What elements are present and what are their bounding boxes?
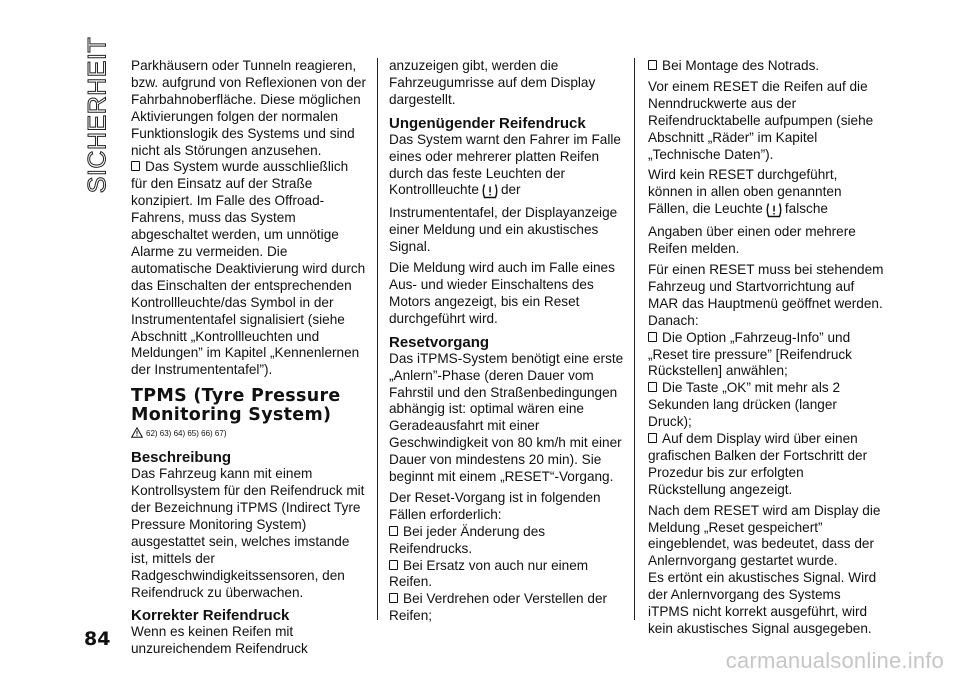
- subheading-reset: Resetvorgang: [389, 333, 490, 351]
- paragraph: Die Meldung wird auch im Falle eines Aus- und wieder Einschaltens des Motors angezeigt, bis ein Reset durchgeführt wird.: [389, 260, 615, 326]
- paragraph-text: der Instrumententafel, der Displayanzeige einer Meldung und ein akustisches Signal.: [389, 182, 618, 255]
- paragraph-text: Wird kein RESET durchgeführt, können in allen oben genannten Fällen, die Leuchte: [648, 167, 842, 217]
- paragraph-text: falsche Angaben über einen oder mehrere Reifen melden.: [648, 201, 856, 257]
- paragraph: Parkhäusern oder Tunneln reagieren, bzw. aufgrund von Reflexionen von der Fahrbahnoberfläche. Diese möglichen Aktivierungen folgen der normalen Funktionslogik des Systems und sind nicht als Störungen anzusehen.: [131, 58, 367, 158]
- section-title: TPMS (Tyre Pressure Monitoring System): [131, 386, 341, 426]
- references-text: 62) 63) 64) 65) 66) 67): [146, 429, 227, 439]
- column-2: [389, 58, 625, 625]
- paragraph: Für einen RESET muss bei stehendem Fahrzeug und Startvorrichtung auf MAR das Hauptmenü geöffnet werden. Danach:: [648, 261, 884, 328]
- paragraph: Nach dem RESET wird am Display die Meldung „Reset gespeichert” eingeblendet, was bedeutet, dass der Anlernvorgang gestartet wurde.: [648, 502, 881, 569]
- column-3: [648, 58, 884, 638]
- paragraph-with-icon: [389, 132, 625, 256]
- paragraph: Vor einem RESET die Reifen auf die Nenndruckwerte aus der Reifendrucktabelle aufpumpen (siehe Abschnitt „Räder” im Kapitel „Technische Daten”).: [648, 78, 874, 162]
- warning-references: [131, 427, 367, 443]
- page-number: 84: [84, 628, 111, 650]
- bullet-item: Bei Verdrehen oder Verstellen der Reifen;: [389, 591, 625, 625]
- subheading-description: Beschreibung: [131, 449, 232, 467]
- tire-pressure-warning-icon: [481, 182, 499, 205]
- column-1: [131, 58, 367, 658]
- subheading-low-pressure: Ungenügender Reifendruck: [389, 114, 586, 132]
- paragraph: Der Reset-Vorgang ist in folgenden Fällen erforderlich:: [389, 489, 601, 522]
- tire-pressure-warning-icon: [765, 201, 783, 224]
- watermark: carmanualsonline.info: [725, 648, 944, 673]
- section-tab: [78, 36, 118, 194]
- paragraph-text: Das System warnt den Fahrer im Falle eines oder mehrerer platten Reifen durch das feste Leuchten der Kontrollleuchte: [389, 131, 621, 198]
- paragraph: Das iTPMS-System benötigt eine erste „Anlern”-Phase (deren Dauer vom Fahrstil und den Straßenbedingungen abhängig ist: optimal wären eine Geradeausfahrt mit einer Geschwindigkeit von 80 km/h mit einer Dauer von mindestens 20 min). Sie beginnt mit einem „RESET“-Vorgang.: [389, 350, 624, 485]
- subheading-correct-pressure: Korrekter Reifendruck: [131, 607, 290, 625]
- paragraph: Wenn es keinen Reifen mit unzureichendem Reifendruck: [131, 624, 308, 657]
- paragraph: Das Fahrzeug kann mit einem Kontrollsystem für den Reifendruck mit der Bezeichnung iTPMS (Indirect Tyre Pressure Monitoring System) ausgestattet sein, welches imstande ist, mittels der Radgeschwindigkeitssensoren, den Reifendruck zu überwachen.: [131, 466, 365, 600]
- bullet-item: Bei Montage des Notrads.: [648, 58, 884, 75]
- bullet-item: Auf dem Display wird über einen grafischen Balken der Fortschritt der Prozedur bis zur erfolgten Rückstellung angezeigt.: [648, 431, 884, 499]
- bullet-item: Bei jeder Änderung des Reifendrucks.: [389, 524, 625, 558]
- paragraph: Es ertönt ein akustisches Signal. Wird der Anlernvorgang des Systems iTPMS nicht korrekt ausgeführt, wird kein akustisches Signal ausgegeben.: [648, 570, 877, 636]
- bullet-item: Das System wurde ausschließlich für den Einsatz auf der Straße konzipiert. Im Falle des Offroad-Fahrens, muss das System abgeschaltet werden, um unnötige Alarme zu vermeiden. Die automatische Deaktivierung wird durch das Einschalten der entsprechenden Kontrollleuchte/das Symbol in der Instrumententafel signalisiert (siehe Abschnitt „Kontrollleuchten und Meldungen” im Kapitel „Kennenlernen der Instrumententafel”).: [131, 159, 366, 378]
- paragraph: anzuzeigen gibt, werden die Fahrzeugumrisse auf dem Display dargestellt.: [389, 58, 596, 107]
- column-divider: [634, 58, 635, 620]
- section-tab-label: SICHERHEIT: [83, 36, 112, 194]
- bullet-item: Die Option „Fahrzeug-Info” und „Reset tire pressure” [Reifendruck Rückstellen] anwählen;: [648, 330, 884, 381]
- paragraph-with-icon: [648, 167, 884, 258]
- bullet-item: Bei Ersatz von auch nur einem Reifen.: [389, 558, 625, 592]
- warning-triangle-icon: [131, 427, 143, 443]
- bullet-item: Die Taste „OK” mit mehr als 2 Sekunden lang drücken (langer Druck);: [648, 380, 884, 431]
- column-divider: [377, 58, 378, 620]
